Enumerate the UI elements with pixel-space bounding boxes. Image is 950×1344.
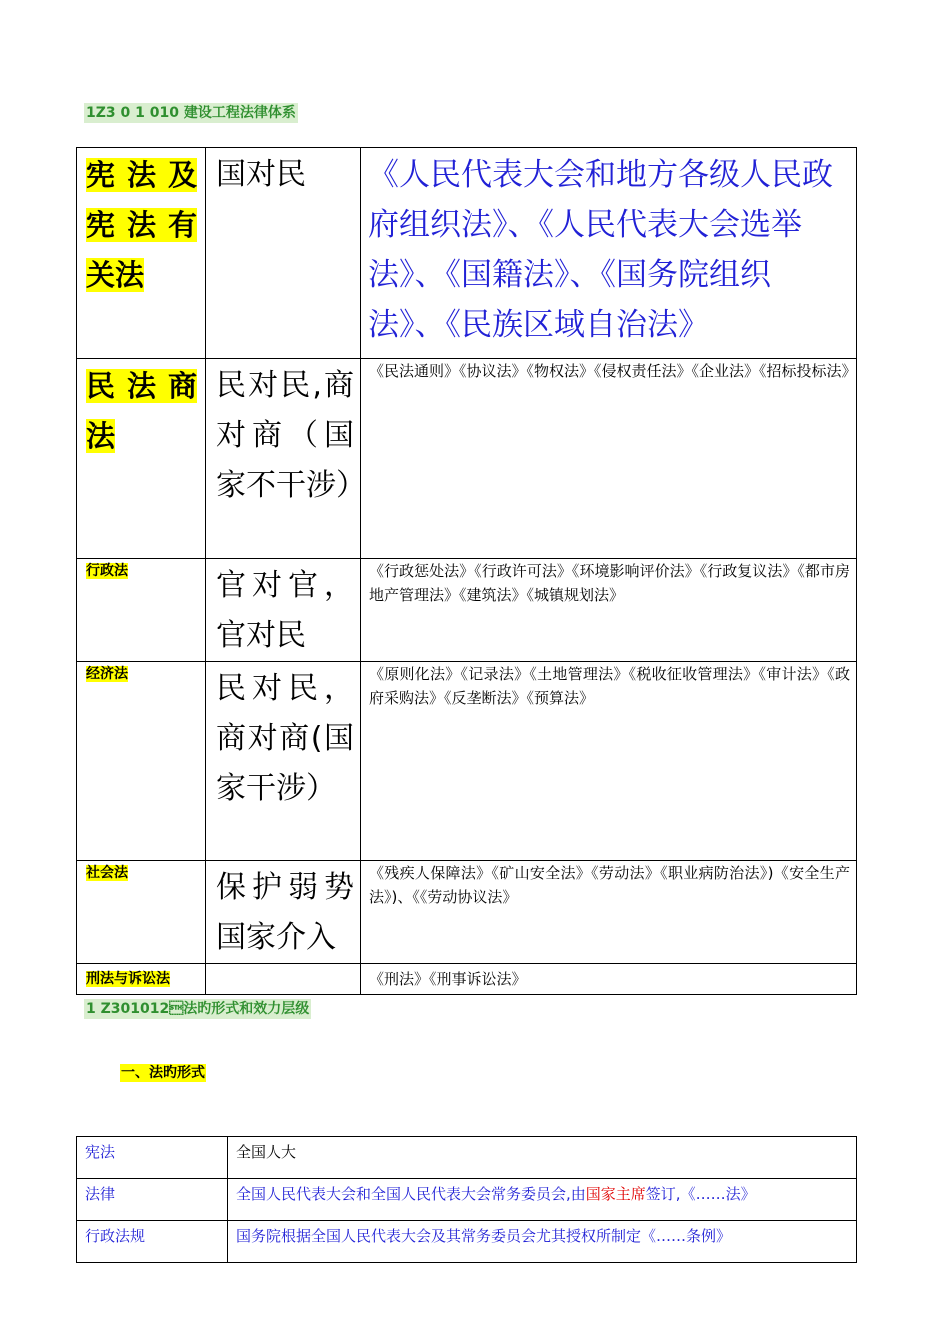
- relation-cell: [206, 964, 361, 995]
- table-row: [77, 1137, 857, 1179]
- table-row: [77, 148, 857, 359]
- relation-cell: [206, 148, 361, 359]
- relation-label: 官对官，官对民: [216, 568, 354, 653]
- maker-highlight: 国家主席: [585, 1185, 646, 1203]
- subsection-title: 一、法旳形式: [121, 1065, 205, 1081]
- table-row: [77, 861, 857, 964]
- form-cell: 行政法规: [77, 1221, 228, 1263]
- relation-label: 保护弱势国家介入: [216, 870, 354, 955]
- laws-list: 《刑法》《刑事诉讼法》: [369, 970, 527, 988]
- laws-cell: [361, 662, 857, 861]
- category-cell: [77, 964, 206, 995]
- table-row: [77, 662, 857, 861]
- relation-label: 国对民: [216, 157, 306, 192]
- relation-cell: [206, 359, 366, 559]
- laws-list: 《行政惩处法》《行政许可法》《环境影响评价法》《行政复议法》《都市房地产管理法》《建筑法》《城镇规划法》: [369, 562, 850, 604]
- category-label: 刑法与诉讼法: [86, 971, 170, 987]
- table-row: [77, 1221, 857, 1263]
- legal-system-table: [76, 147, 857, 995]
- maker-cell: 全国人大: [228, 1137, 857, 1179]
- category-label: 民法商法: [86, 369, 197, 453]
- relation-cell: [206, 861, 361, 964]
- section-title-legal-system: 1Z3 0 1 010 建设工程法律体系: [86, 105, 296, 121]
- table-row: [77, 1179, 857, 1221]
- category-cell: [77, 662, 206, 861]
- category-cell: [77, 559, 206, 662]
- section-title-law-forms: 1 Z301012法旳形式和效力层级: [86, 1001, 310, 1017]
- laws-cell: [361, 148, 857, 359]
- category-cell: [77, 861, 206, 964]
- laws-cell: [361, 964, 857, 995]
- form-cell: 法律: [77, 1179, 228, 1221]
- category-label: 宪法及宪法有关法: [86, 158, 197, 292]
- table-row: [77, 559, 857, 662]
- relation-label: 民对民，商对商(国家干涉）: [216, 671, 354, 806]
- category-label: 社会法: [86, 865, 128, 881]
- category-cell: [77, 148, 206, 359]
- category-label: 经济法: [86, 666, 128, 682]
- relation-cell: [206, 662, 361, 861]
- laws-cell: [361, 861, 857, 964]
- laws-list: 《人民代表大会和地方各级人民政府组织法》、《人民代表大会选举法》、《国籍法》、《国务院组织法》、《民族区域自治法》: [368, 157, 833, 343]
- laws-list: 《民法通则》《协议法》《物权法》《侵权责任法》《企业法》《招标投标法》: [369, 362, 857, 380]
- table-row: [77, 359, 857, 559]
- category-cell: [77, 359, 206, 559]
- category-label: 行政法: [86, 563, 128, 579]
- form-cell: 宪法: [77, 1137, 228, 1179]
- maker-text: 签订,《……法》: [645, 1185, 756, 1203]
- laws-list: 《原则化法》《记录法》《土地管理法》《税收征收管理法》《审计法》《政府采购法》《反垄断法》《预算法》: [369, 665, 850, 707]
- table-row: [77, 964, 857, 995]
- maker-cell: [228, 1179, 857, 1221]
- laws-list: 《残疾人保障法》《矿山安全法》《劳动法》《职业病防治法》)《安全生产法》)、《《劳动协议法》: [369, 864, 850, 906]
- relation-cell: [206, 559, 361, 662]
- relation-label: 民对民,商对商（国家不干涉）: [216, 368, 366, 503]
- maker-text: 全国人民代表大会和全国人民代表大会常务委员会,由: [236, 1185, 586, 1203]
- law-forms-table: [76, 1136, 857, 1263]
- maker-cell: 国务院根据全国人民代表大会及其常务委员会尤其授权所制定《……条例》: [228, 1221, 857, 1263]
- laws-cell: [361, 359, 857, 559]
- laws-cell: [361, 559, 857, 662]
